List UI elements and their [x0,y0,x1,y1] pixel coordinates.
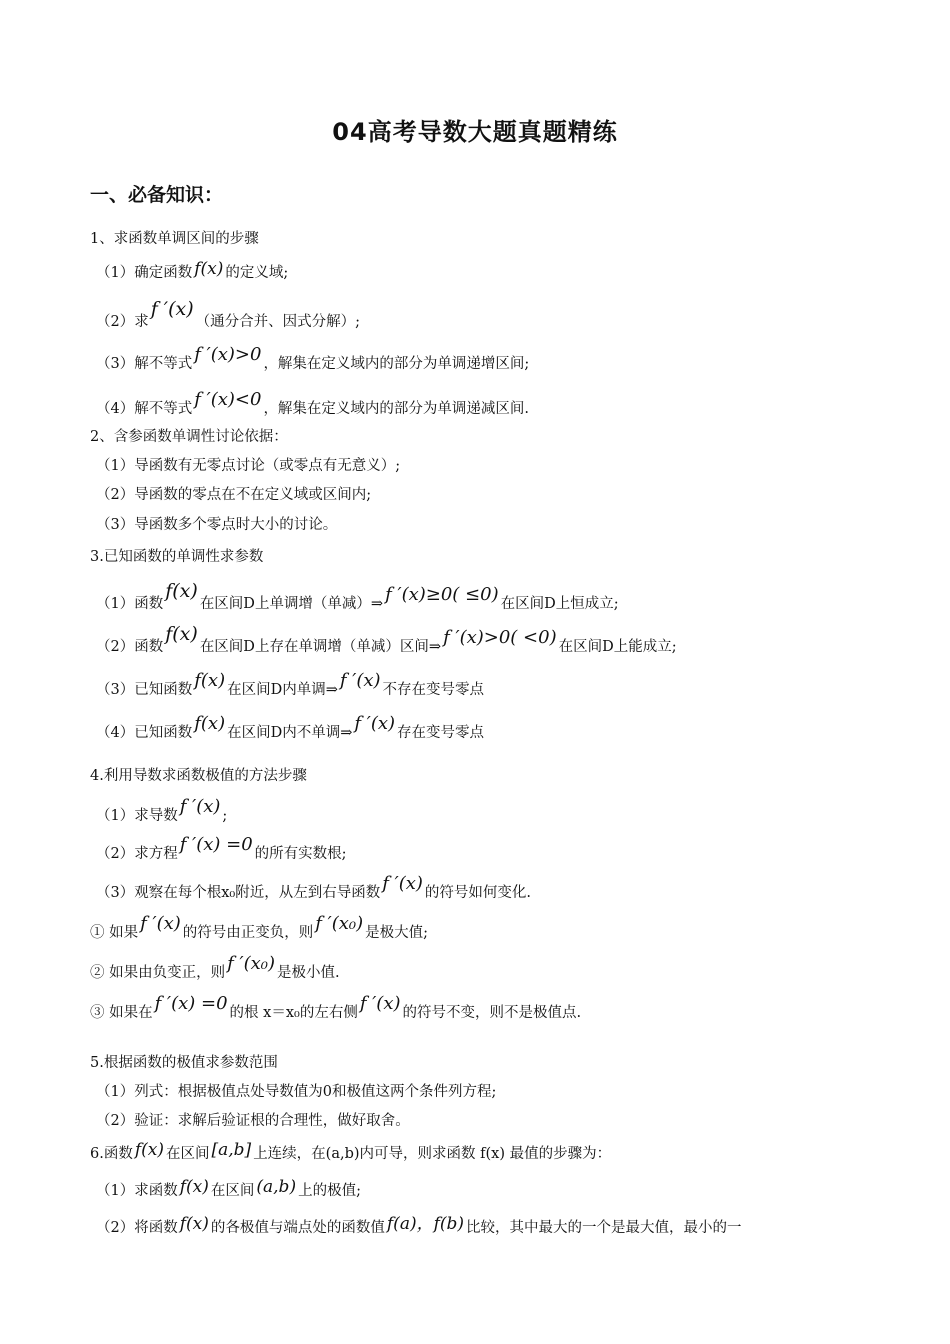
math-expression: f(x) [179,1214,209,1234]
text-line-16: （1）求导数 f ′(x) ; [96,796,228,824]
math-expression: f ′(x) [150,298,194,320]
math-expression: f ′(x) [354,713,396,734]
text-line-11: （1）函数f(x)在区间D上单调增（单减）⇒ f ′(x)≥0( ≤0) 在区间D上恒成立; [96,580,619,612]
math-expression: f ′(x) [382,873,423,894]
math-expression: f(a)，f(b) [386,1214,465,1234]
math-expression: [a,b] [211,1140,252,1160]
math-expression: f(x) [165,580,198,602]
text-line-23: （1）列式：根据极值点处导数值为0和极值这两个条件列方程; [96,1084,497,1100]
math-expression: f ′(x)>0( <0) [443,627,557,648]
math-expression: f ′(x₀) [315,913,364,934]
math-expression: f(x) [194,713,226,734]
math-expression: (a,b) [256,1177,297,1197]
text-line-18: （3）观察在每个根x₀附近，从左到右导函数 f ′(x) 的符号如何变化. [96,873,531,901]
text-line-13: （3）已知函数 f(x) 在区间D内单调⇒ f ′(x) 不存在变号零点 [96,670,485,698]
text-line-19: ① 如果 f ′(x) 的符号由正变负，则 f ′(x₀) 是极大值; [90,913,429,941]
math-expression: f(x) [134,1140,164,1160]
math-expression: f ′(x) =0 [179,834,253,855]
math-expression: f ′(x) [179,796,221,817]
math-expression: f ′(x₀) [227,953,275,974]
math-expression: f(x) [165,623,198,645]
math-expression: f(x) [194,670,226,691]
text-line-27: （2）将函数 f(x) 的各极值与端点处的函数值 f(a)，f(b) 比较，其中最大的一个是最大值，最小的一 [96,1214,742,1236]
math-expression: f ′(x) =0 [154,993,228,1014]
math-expression: f ′(x) [339,670,381,691]
text-line-26: （1）求函数 f(x) 在区间 (a,b) 上的极值; [96,1177,361,1199]
text-line-9: （3）导函数多个零点时大小的讨论。 [96,517,338,533]
text-line-14: （4）已知函数 f(x) 在区间D内不单调⇒ f ′(x) 存在变号零点 [96,713,485,741]
text-line-5: （4）解不等式 f ′(x)<0 ，解集在定义域内的部分为单调递减区间. [96,389,530,417]
text-line-3: （2）求f ′(x)（通分合并、因式分解）; [96,298,361,330]
math-expression: f ′(x) [359,993,401,1014]
page-title: 04高考导数大题真题精练 [332,118,618,146]
math-expression: f ′(x)<0 [194,389,262,410]
text-line-6: 2、含参函数单调性讨论依据： [90,429,288,445]
text-line-1: 1、求函数单调区间的步骤 [90,231,259,247]
math-expression: f ′(x)>0 [194,344,262,365]
text-line-10: 3.已知函数的单调性求参数 [90,549,264,565]
text-line-15: 4.利用导数求函数极值的方法步骤 [90,768,307,784]
math-expression: f(x) [179,1177,209,1197]
text-line-24: （2）验证：求解后验证根的合理性，做好取舍。 [96,1113,410,1129]
text-line-8: （2）导函数的零点在不在定义域或区间内; [96,487,372,503]
math-expression: f(x) [194,259,224,279]
section-heading: 一、必备知识： [90,184,224,206]
text-line-7: （1）导函数有无零点讨论（或零点有无意义）; [96,458,401,474]
text-line-12: （2）函数f(x)在区间D上存在单调增（单减）区间⇒ f ′(x)>0( <0) 在区间D上能成立; [96,623,677,655]
text-line-2: （1）确定函数 f(x) 的定义域; [96,259,289,281]
text-line-22: 5.根据函数的极值求参数范围 [90,1055,278,1071]
math-expression: f ′(x) [140,913,181,934]
text-line-17: （2）求方程 f ′(x) =0 的所有实数根; [96,834,347,862]
math-expression: f ′(x)≥0( ≤0) [385,584,499,605]
text-line-20: ② 如果由负变正，则 f ′(x₀) 是极小值. [90,953,340,981]
text-line-25: 6.函数 f(x) 在区间 [a,b] 上连续，在(a,b)内可导，则求函数 f(x) 最值的步骤为： [90,1140,612,1162]
text-line-21: ③ 如果在 f ′(x) =0 的根 x＝x₀的左右侧 f ′(x) 的符号不变，则不是极值点. [90,993,582,1021]
text-line-4: （3）解不等式 f ′(x)>0 ，解集在定义域内的部分为单调递增区间; [96,344,530,372]
